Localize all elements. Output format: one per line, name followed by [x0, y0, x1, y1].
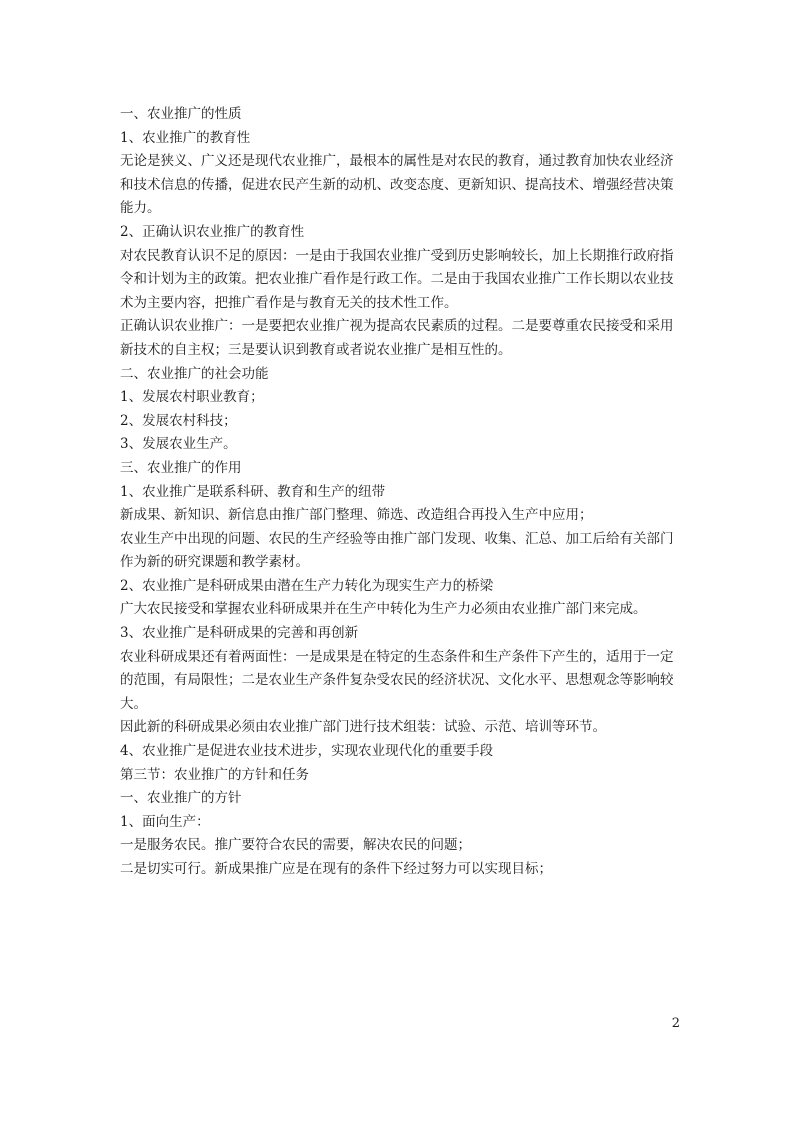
paragraph: 一是服务农民。推广要符合农民的需要，解决农民的问题； [120, 837, 471, 854]
subsection-heading: 1、面向生产： [120, 813, 210, 830]
section-heading: 一、农业推广的方针 [120, 790, 242, 807]
paragraph: 二是切实可行。新成果推广应是在现有的条件下经过努力可以实现目标； [120, 861, 552, 877]
subsection-heading: 4、农业推广是促进农业技术进步，实现农业现代化的重要手段 [120, 743, 494, 760]
list-item: 2、发展农村科技； [120, 412, 237, 429]
subsection-heading: 2、正确认识农业推广的教育性 [120, 223, 305, 240]
document-body [120, 103, 686, 882]
chapter-section-heading: 第三节：农业推广的方针和任务 [120, 766, 309, 783]
paragraph: 对农民教育认识不足的原因：一是由于我国农业推广受到历史影响较长，加上长期推行政府指令和计划为主的政策。把农业推广看作是行政工作。二是由于我国农业推广工作长期以农业技术为主要内容，把推广看作是与教育无关的技术性工作。 [120, 247, 674, 311]
subsection-heading: 1、农业推广的教育性 [120, 129, 251, 146]
paragraph: 新成果、新知识、新信息由推广部门整理、筛选、改造组合再投入生产中应用； [120, 507, 593, 524]
paragraph: 农业生产中出现的问题、农民的生产经验等由推广部门发现、收集、汇总、加工后给有关部门作为新的研究课题和教学素材。 [120, 530, 674, 571]
section-heading: 一、农业推广的性质 [120, 106, 242, 122]
list-item: 3、发展农业生产。 [120, 436, 237, 453]
subsection-heading: 2、农业推广是科研成果由潜在生产力转化为现实生产力的桥梁 [120, 577, 494, 594]
page-number: 2 [671, 1016, 680, 1031]
paragraph: 正确认识农业推广：一是要把农业推广视为提高农民素质的过程。二是要尊重农民接受和采用新技术的自主权；三是要认识到教育或者说农业推广是相互性的。 [120, 318, 674, 358]
list-item: 1、发展农村职业教育； [120, 389, 264, 406]
paragraph: 因此新的科研成果必须由农业推广部门进行技术组装：试验、示范、培训等环节。 [120, 719, 606, 736]
section-heading: 三、农业推广的作用 [120, 459, 242, 476]
paragraph: 无论是狭义、广义还是现代农业推广，最根本的属性是对农民的教育，通过教育加快农业经济和技术信息的传播，促进农民产生新的动机、改变态度、更新知识、提高技术、增强经营决策能力。 [120, 153, 674, 217]
paragraph: 广大农民接受和掌握农业科研成果并在生产中转化为生产力必须由农业推广部门来完成。 [120, 601, 647, 618]
section-heading: 二、农业推广的社会功能 [120, 365, 269, 382]
paragraph: 农业科研成果还有着两面性：一是成果是在特定的生态条件和生产条件下产生的，适用于一定的范围，有局限性；二是农业生产条件复杂受农民的经济状况、文化水平、思想观念等影响较大。 [120, 648, 674, 712]
subsection-heading: 3、农业推广是科研成果的完善和再创新 [120, 625, 359, 642]
subsection-heading: 1、农业推广是联系科研、教育和生产的纽带 [120, 483, 386, 500]
